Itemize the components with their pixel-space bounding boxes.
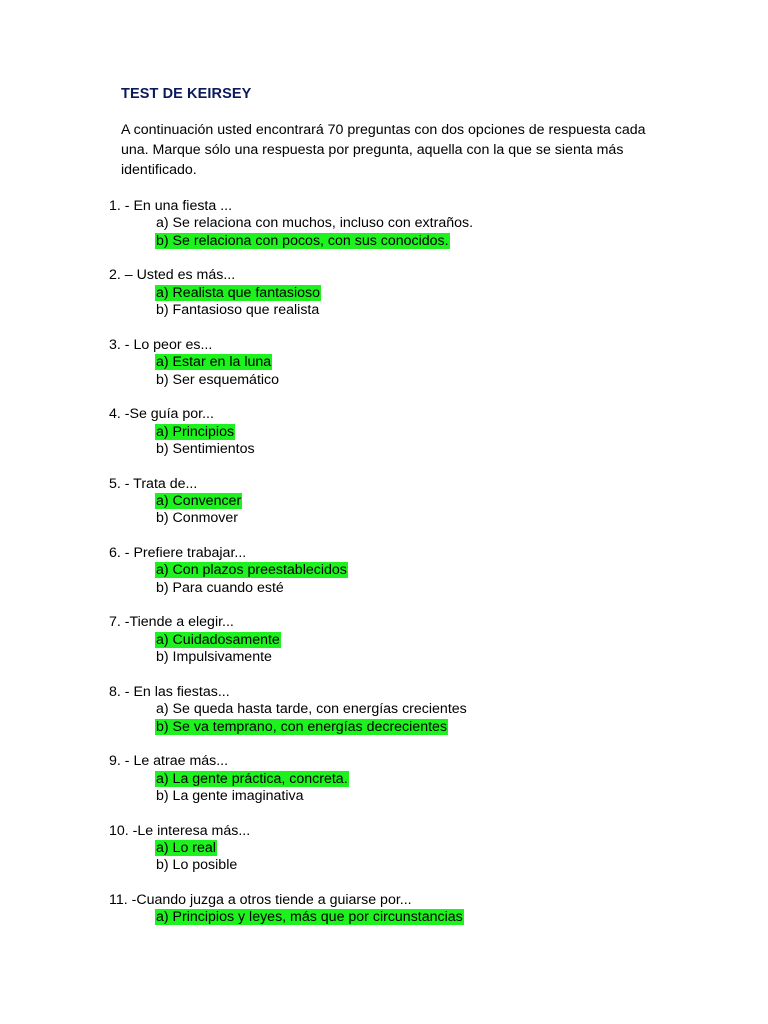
question-text: 11. -Cuando juzga a otros tiende a guiarse por... bbox=[109, 891, 412, 908]
option-a bbox=[155, 493, 709, 510]
question-text: 5. - Trata de... bbox=[109, 475, 198, 492]
question-item bbox=[109, 823, 709, 892]
question-item bbox=[109, 614, 709, 683]
option-a-label-highlighted: a) Convencer bbox=[156, 492, 242, 509]
option-b bbox=[155, 857, 709, 874]
question-text: 10. -Le interesa más... bbox=[109, 822, 251, 839]
option-a-label: a) Se queda hasta tarde, con energías crecientes bbox=[156, 701, 467, 718]
option-b bbox=[155, 441, 709, 458]
question-item bbox=[109, 198, 709, 267]
option-a bbox=[155, 354, 709, 371]
option-b-label: b) Para cuando esté bbox=[156, 579, 284, 596]
option-b bbox=[155, 580, 709, 597]
question-text: 9. - Le atrae más... bbox=[109, 753, 229, 770]
option-a bbox=[155, 562, 709, 579]
option-b bbox=[155, 719, 709, 736]
option-b bbox=[155, 649, 709, 666]
option-a bbox=[155, 909, 709, 926]
question-text: 2. – Usted es más... bbox=[109, 267, 236, 284]
option-b-label: b) Ser esquemático bbox=[156, 371, 280, 388]
question-item bbox=[109, 406, 709, 475]
option-b bbox=[155, 788, 709, 805]
option-a bbox=[155, 424, 709, 441]
option-b-label: b) Sentimientos bbox=[156, 440, 255, 457]
option-a-label-highlighted: a) Cuidadosamente bbox=[156, 631, 280, 648]
option-a bbox=[155, 285, 709, 302]
question-item bbox=[109, 337, 709, 406]
option-a-label-highlighted: a) Estar en la luna bbox=[156, 354, 272, 371]
question-text: 6. - Prefiere trabajar... bbox=[109, 544, 247, 561]
question-item bbox=[109, 476, 709, 545]
question-item bbox=[109, 684, 709, 753]
option-b bbox=[155, 302, 709, 319]
option-a-label-highlighted: a) Realista que fantasioso bbox=[156, 284, 321, 301]
question-text: 7. -Tiende a elegir... bbox=[109, 614, 234, 631]
option-b-label: b) Impulsivamente bbox=[156, 649, 272, 666]
option-b-label: b) Lo posible bbox=[156, 857, 238, 874]
question-item bbox=[109, 753, 709, 822]
option-a-label-highlighted: a) Lo real bbox=[156, 839, 216, 856]
option-a bbox=[155, 632, 709, 649]
question-item bbox=[109, 892, 709, 961]
question-text: 4. -Se guía por... bbox=[109, 406, 214, 423]
question-list bbox=[109, 198, 709, 961]
option-b-label-highlighted: b) Se va temprano, con energías decrecientes bbox=[156, 718, 448, 735]
option-a-label-highlighted: a) Principios bbox=[156, 423, 235, 440]
question-item bbox=[109, 545, 709, 614]
option-a-label-highlighted: a) Principios y leyes, más que por circunstancias bbox=[156, 909, 463, 926]
option-a-label: a) Se relaciona con muchos, incluso con extraños. bbox=[156, 215, 474, 232]
option-a bbox=[155, 771, 709, 788]
option-a bbox=[155, 701, 709, 718]
page-title: TEST DE KEIRSEY bbox=[121, 86, 252, 102]
question-item bbox=[109, 267, 709, 336]
question-text: 8. - En las fiestas... bbox=[109, 683, 230, 700]
option-a bbox=[155, 840, 709, 857]
question-text: 1. - En una fiesta ... bbox=[109, 198, 233, 214]
option-a bbox=[155, 215, 709, 232]
option-a-label-highlighted: a) Con plazos preestablecidos bbox=[156, 562, 347, 579]
question-text: 3. - Lo peor es... bbox=[109, 336, 213, 353]
option-b bbox=[155, 233, 709, 250]
option-b-label: b) La gente imaginativa bbox=[156, 787, 304, 804]
option-b bbox=[155, 372, 709, 389]
option-a-label-highlighted: a) La gente práctica, concreta. bbox=[156, 770, 348, 787]
intro-paragraph: A continuación usted encontrará 70 preguntas con dos opciones de respuesta cada una. Marque sólo una respuesta por pregunta, aquella con la que se sienta más identificado. bbox=[121, 122, 646, 178]
option-b-label-highlighted: b) Se relaciona con pocos, con sus conocidos. bbox=[156, 232, 449, 249]
option-b-label: b) Conmover bbox=[156, 510, 239, 527]
option-b bbox=[155, 510, 709, 527]
option-b-label: b) Fantasioso que realista bbox=[156, 302, 320, 319]
